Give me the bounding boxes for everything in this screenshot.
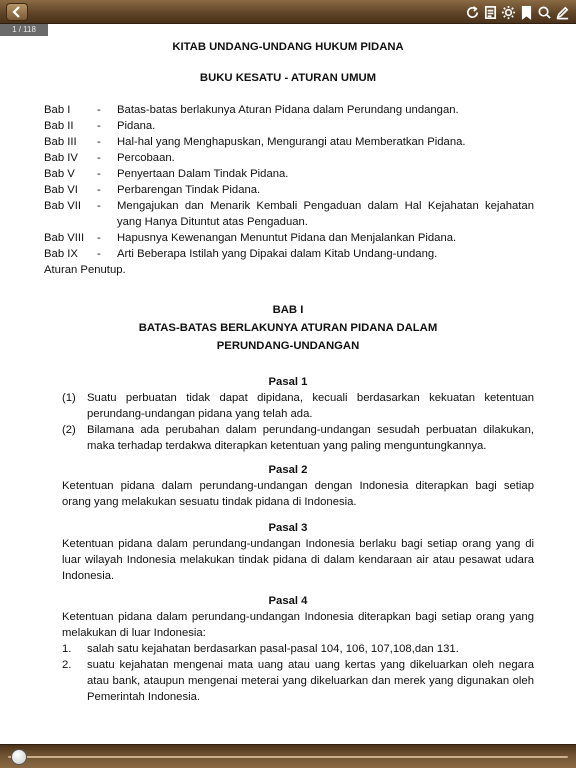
- item-number: 2.: [62, 659, 72, 671]
- toc-title: Perbarengan Tindak Pidana.: [117, 184, 261, 196]
- item-number: (2): [62, 424, 76, 436]
- toc-dash: -: [97, 152, 101, 164]
- toc-label: Bab IV: [44, 152, 78, 164]
- toc-row: [44, 166, 534, 182]
- toc-title: Percobaan.: [117, 152, 175, 164]
- toc-label: Bab IX: [44, 248, 78, 260]
- page-slider-knob[interactable]: [11, 749, 27, 765]
- toc-dash: -: [97, 184, 101, 196]
- toc-label: Bab VI: [44, 184, 78, 196]
- brightness-button[interactable]: [501, 3, 516, 21]
- toc-dash: -: [97, 200, 101, 212]
- toc-title: Batas-batas berlakunya Aturan Pidana dalam Perundang undangan.: [117, 104, 459, 116]
- toc-title: Hal-hal yang Menghapuskan, Mengurangi atau Memberatkan Pidana.: [117, 136, 466, 148]
- list-item: [62, 641, 534, 657]
- item-text: salah satu kejahatan berdasarkan pasal-pasal 104, 106, 107,108,dan 131.: [87, 643, 459, 655]
- toc-title: Penyertaan Dalam Tindak Pidana.: [117, 168, 289, 180]
- brightness-icon: [501, 5, 516, 20]
- list-item: [62, 422, 534, 454]
- edit-icon: [555, 5, 570, 20]
- table-of-contents: [44, 102, 534, 278]
- search-button[interactable]: [537, 3, 552, 21]
- toc-row: [44, 182, 534, 198]
- book-title: BUKU KESATU - ATURAN UMUM: [199, 72, 377, 84]
- refresh-icon: [465, 5, 480, 20]
- item-number: (1): [62, 392, 76, 404]
- pasal-2-heading: Pasal 2: [268, 464, 308, 476]
- toc-row: [44, 198, 534, 230]
- page-slider[interactable]: [8, 756, 568, 758]
- item-text: suatu kejahatan mengenai mata uang atau uang kertas yang dikeluarkan oleh negara atau bank, ataupun mengenai meterai yang dikeluarkan dan merek yang digunakan oleh Pemerintah Indonesia.: [87, 659, 534, 703]
- document-page: [0, 36, 576, 736]
- toc-title: Pidana.: [117, 120, 156, 132]
- toc-title: Mengajukan dan Menarik Kembali Pengaduan dalam Hal Kejahatan kejahatan yang Hanya Dituntut atas Pengaduan.: [117, 200, 534, 228]
- top-toolbar: [0, 0, 576, 24]
- item-number: 1.: [62, 643, 72, 655]
- toc-dash: -: [97, 232, 101, 244]
- bab-heading: BAB I: [272, 304, 304, 316]
- pasal-1-body: [62, 390, 534, 454]
- toolbar-icons: [465, 3, 570, 21]
- document-title: KITAB UNDANG-UNDANG HUKUM PIDANA: [172, 41, 404, 53]
- toc-dash: -: [97, 168, 101, 180]
- pasal-4-text: Ketentuan pidana dalam perundang-undangan Indonesia diterapkan bagi setiap orang yang melakukan di luar Indonesia:: [62, 611, 534, 639]
- toc-title: Hapusnya Kewenangan Menuntut Pidana dan Menjalankan Pidana.: [117, 232, 457, 244]
- toc-row: [44, 246, 534, 262]
- toc-label: Bab III: [44, 136, 77, 148]
- bookmark-button[interactable]: [519, 3, 534, 21]
- toc-dash: -: [97, 136, 101, 148]
- item-text: Bilamana ada perubahan dalam perundang-undangan sesudah perbuatan dilakukan, maka terhadap terdakwa diterapkan ketentuan yang paling menguntungkannya.: [87, 424, 534, 452]
- toc-title: Arti Beberapa Istilah yang Dipakai dalam Kitab Undang-undang.: [117, 248, 438, 260]
- pasal-4-body: [62, 609, 534, 705]
- chevron-left-icon: [12, 6, 22, 18]
- list-item: [62, 390, 534, 422]
- back-button[interactable]: [6, 3, 28, 21]
- toc-label: Bab V: [44, 168, 75, 180]
- toc-row: [44, 230, 534, 246]
- toc-row: [44, 150, 534, 166]
- pasal-1-heading: Pasal 1: [268, 376, 308, 388]
- pasal-4-heading: Pasal 4: [268, 595, 308, 607]
- notes-button[interactable]: [483, 3, 498, 21]
- item-text: Suatu perbuatan tidak dapat dipidana, kecuali berdasarkan kekuatan ketentuan perundang-undangan pidana yang telah ada.: [87, 392, 534, 420]
- toc-dash: -: [97, 120, 101, 132]
- toc-closing: Aturan Penutup.: [44, 264, 126, 276]
- toc-dash: -: [97, 248, 101, 260]
- bookmark-icon: [519, 5, 534, 20]
- pasal-2-text: Ketentuan pidana dalam perundang-undangan dengan Indonesia diterapkan bagi setiap orang yang melakukan sesuatu tindak pidana di Indonesia.: [62, 480, 534, 508]
- bab-title-line2: PERUNDANG-UNDANGAN: [216, 340, 360, 352]
- refresh-button[interactable]: [465, 3, 480, 21]
- notes-icon: [483, 5, 498, 20]
- edit-button[interactable]: [555, 3, 570, 21]
- list-item: [62, 657, 534, 705]
- pasal-3-heading: Pasal 3: [268, 522, 308, 534]
- toc-label: Bab VIII: [44, 232, 85, 244]
- bab-title-line1: BATAS-BATAS BERLAKUNYA ATURAN PIDANA DALAM: [138, 322, 438, 334]
- page-counter: 1 / 118: [0, 24, 48, 36]
- toc-row: [44, 134, 534, 150]
- toc-row: [44, 102, 534, 118]
- pasal-3-text: Ketentuan pidana dalam perundang-undangan Indonesia berlaku bagi setiap orang yang di luar wilayah Indonesia melakukan tindak pidana di dalam kendaraan air atau pesawat udara Indonesia.: [62, 538, 534, 582]
- bottom-toolbar: [0, 744, 576, 768]
- toc-row: [44, 118, 534, 134]
- toc-dash: -: [97, 104, 101, 116]
- search-icon: [537, 5, 552, 20]
- toc-label: Bab VII: [44, 200, 82, 212]
- toc-label: Bab II: [44, 120, 74, 132]
- toc-label: Bab I: [44, 104, 71, 116]
